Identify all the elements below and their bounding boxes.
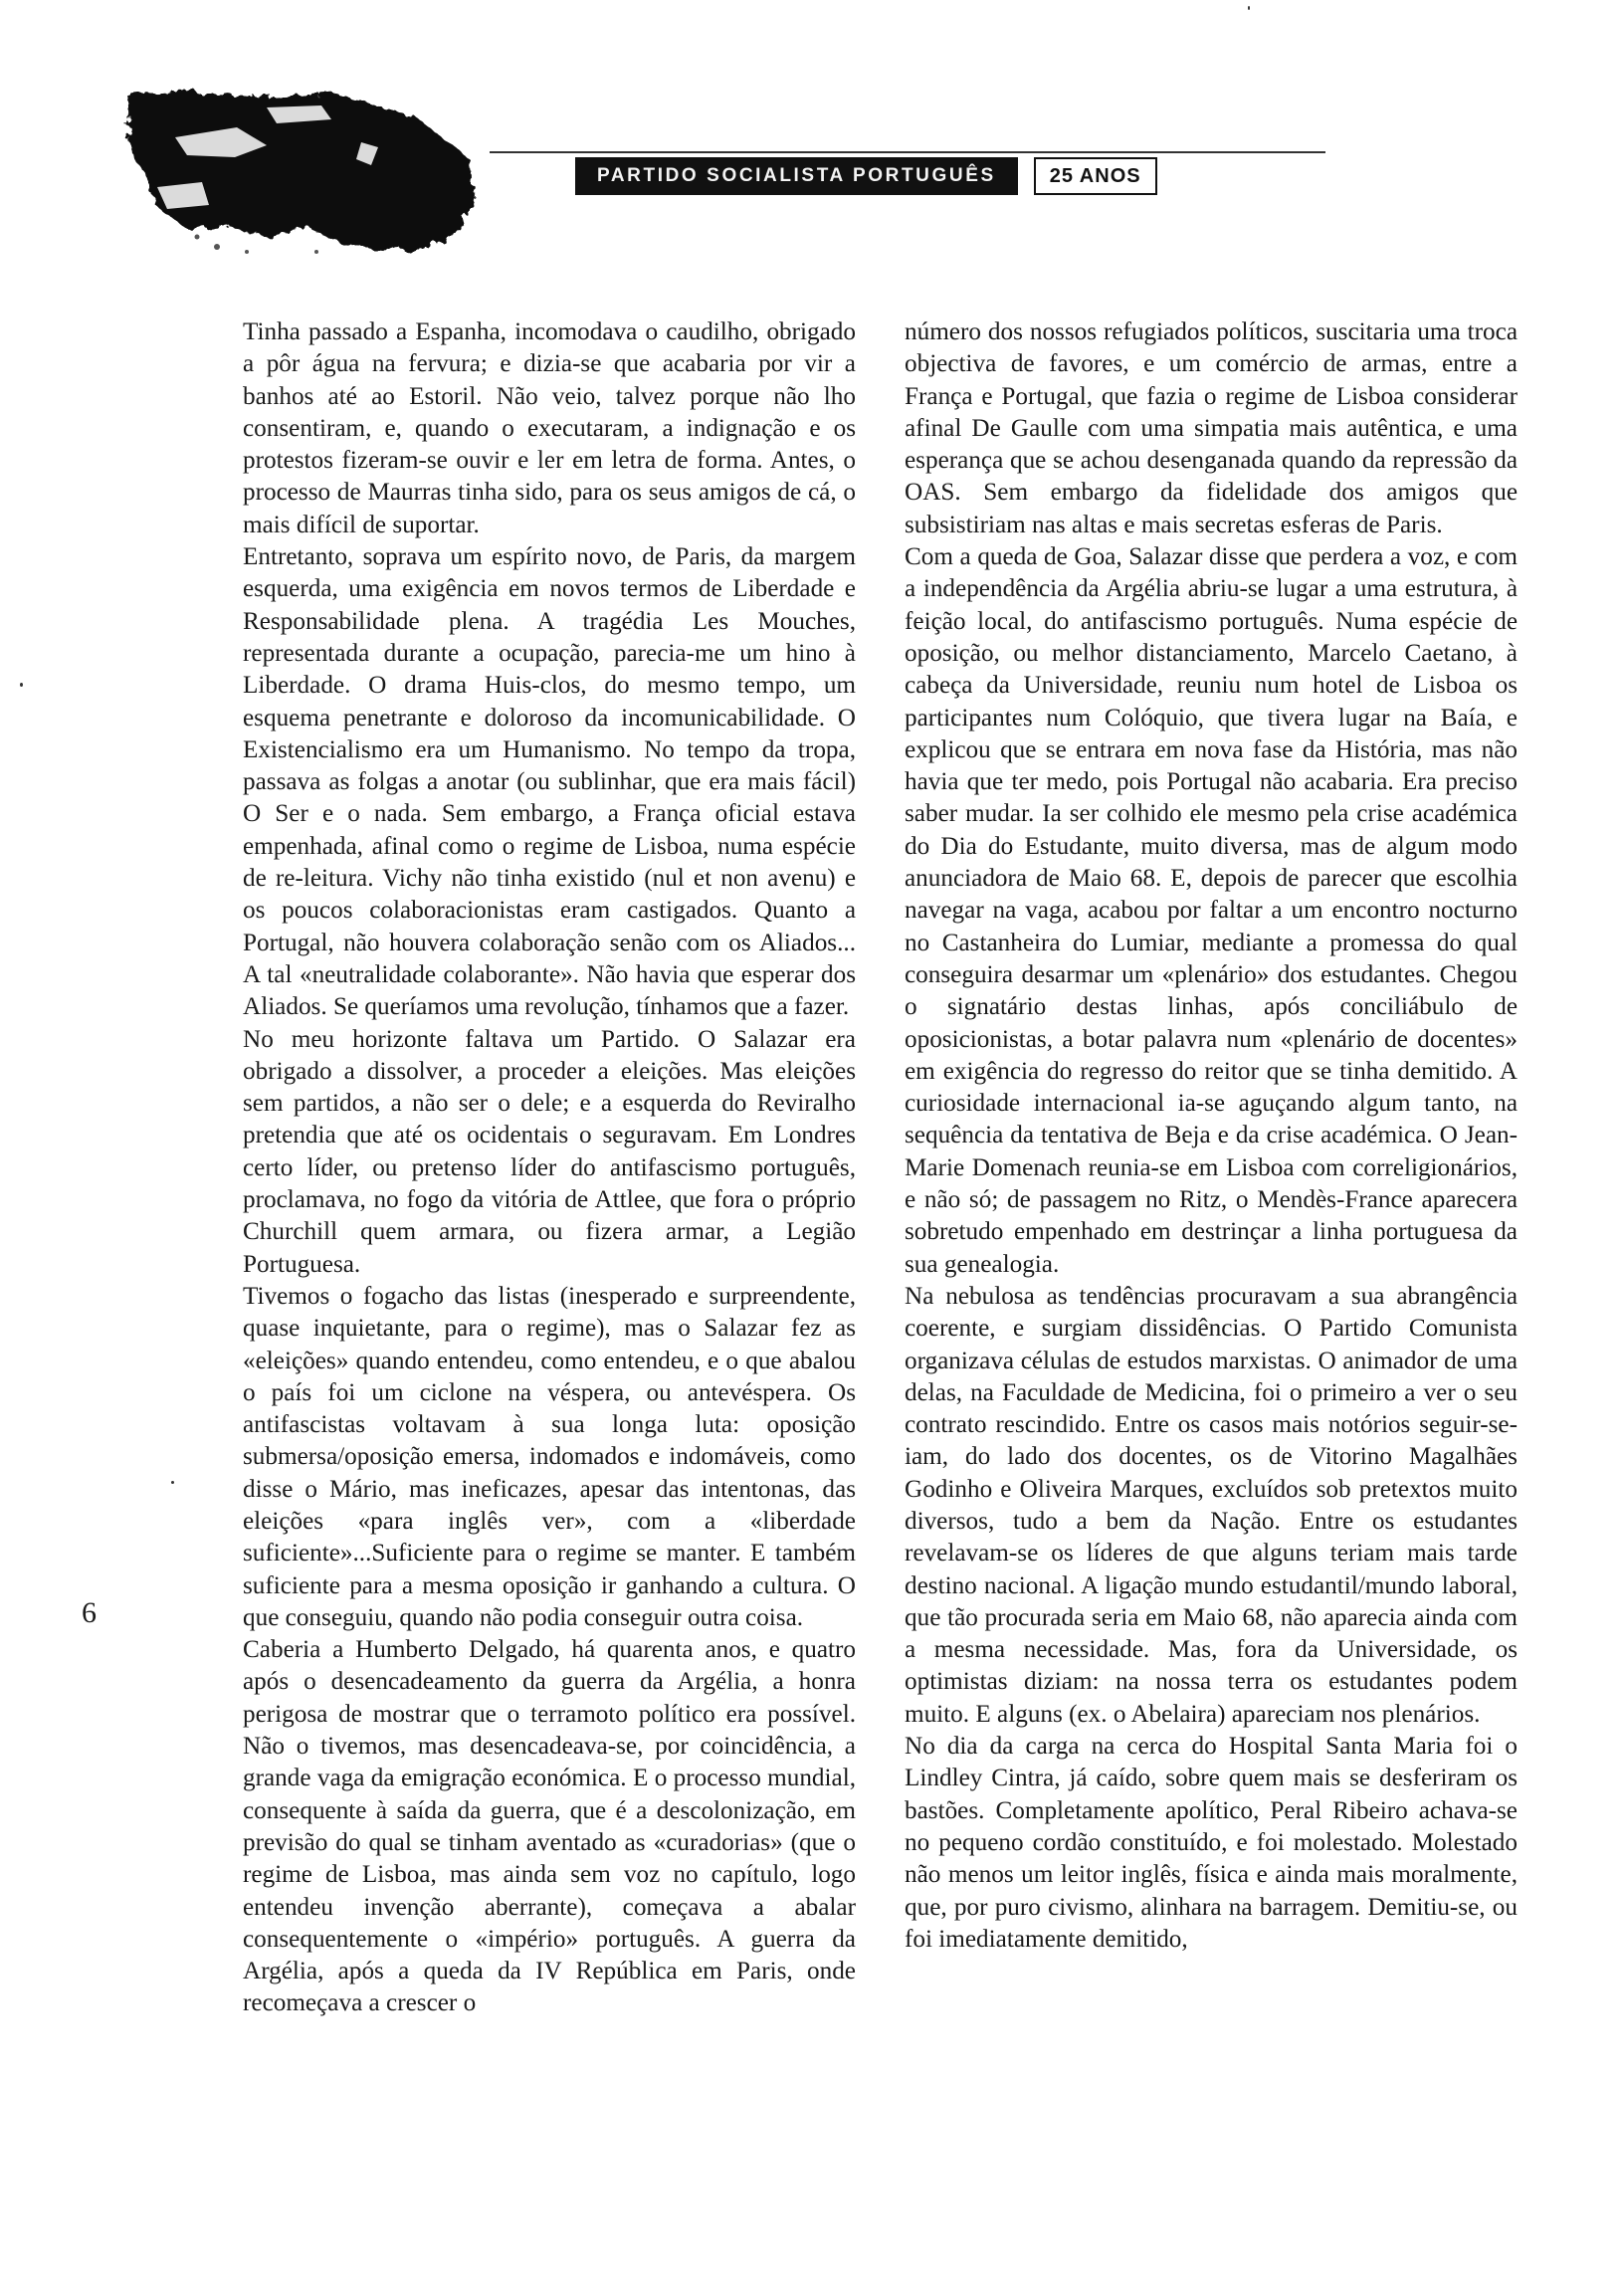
scan-speck [171, 1481, 174, 1484]
paragraph: Caberia a Humberto Delgado, há quarenta anos, e quatro após o desencadeamento da guerra da Argélia, a honra perigosa de mostrar que o terramoto político era possível. Não o tivemos, mas desencadeava-se, por coincidência, a grande vaga da emigração económica. E o processo mundial, consequente à saída da guerra, que é a descolonização, em previsão do qual se tinham aventado as «curadorias» (que o regime de Lisboa, mas ainda sem voz no capítulo, logo entendeu invenção aberrante), começava a abalar consequentemente o «império» português. A guerra da Argélia, após a queda da IV República em Paris, onde recomeçava a crescer o [243, 1636, 856, 2017]
header-title: PARTIDO SOCIALISTA PORTUGUÊS [575, 157, 1018, 195]
paragraph: No dia da carga na cerca do Hospital Santa Maria foi o Lindley Cintra, já caído, sobre quem mais se desferiram os bastões. Completamente apolítico, Peral Ribeiro achava-se no pequeno cordão constituído, e foi molestado. Molestado não menos um leitor inglês, física e ainda mais moralmente, que, por puro civismo, alinhara na barragem. Demitiu-se, ou foi imediatamente demitido, [905, 1733, 1518, 1953]
header-banner [575, 157, 1157, 195]
page-number: 6 [82, 1596, 97, 1629]
paragraph: Na nebulosa as tendências procuravam a sua abrangência coerente, e surgiam dissidências. O Partido Comunista organizava células de estudos marxistas. O animador de uma delas, na Faculdade de Medicina, foi o primeiro a ver o seu contrato rescindido. Entre os casos mais notórios seguir-se-iam, do lado dos docentes, os de Vitorino Magalhães Godinho e Oliveira Marques, excluídos sob pretextos muito diversos, tudo a bem da Nação. Entre os estudantes revelavam-se os líderes de que alguns teriam mais tarde destino nacional. A ligação mundo estudantil/mundo laboral, que tão procurada seria em Maio 68, não aparecia ainda com a mesma necessidade. Mas, fora da Universidade, os optimistas diziam: na nossa terra os estudantes podem muito. E alguns (ex. o Abelaira) apareciam nos plenários. [905, 1282, 1518, 1728]
paragraph: Tivemos o fogacho das listas (inesperado e surpreendente, quase inquietante, para o regime), mas o Salazar fez as «eleições» quando entendeu, como entendeu, e o que abalou o país foi um ciclone na véspera, ou antevéspera. Os antifascistas voltavam à sua longa luta: oposição submersa/oposição emersa, indomados e indomáveis, como disse o Mário, mas ineficazes, apesar das intentonas, das eleições «para inglês ver», com a «liberdade suficiente»...Suficiente para o regime se manter. E também suficiente para a mesma oposição ir ganhando a cultura. O que conseguiu, quando não podia conseguir outra coisa. [243, 1282, 856, 1631]
paragraph: Tinha passado a Espanha, incomodava o caudilho, obrigado a pôr água na fervura; e dizia-se que acabaria por vir a banhos até ao Estoril. Não veio, talvez porque não lho consentiram, e, quando o executaram, a indignação e os protestos fizeram-se ouvir e ler em letra de forma. Antes, o processo de Maurras tinha sido, para os seus amigos de cá, o mais difícil de suportar. [243, 318, 856, 538]
header-years-badge: 25 ANOS [1034, 157, 1157, 195]
scan-speck [20, 683, 23, 687]
text-column-right [905, 316, 1518, 2138]
paragraph: número dos nossos refugiados políticos, suscitaria uma troca objectiva de favores, e um comércio de armas, entre a França e Portugal, que fazia o regime de Lisboa considerar afinal De Gaulle com uma simpatia mais autêntica, e uma esperança que se achou desenganada quando da repressão da OAS. Sem embargo da fidelidade dos amigos que subsistiriam nas altas e mais secretas esferas de Paris. [905, 318, 1518, 538]
text-column-left [243, 316, 856, 2138]
header-gap [1018, 157, 1034, 195]
header-rule [490, 151, 1325, 153]
paragraph: Com a queda de Goa, Salazar disse que perdera a voz, e com a independência da Argélia abriu-se lugar a uma estrutura, à feição local, do antifascismo português. Numa espécie de oposição, ou melhor distanciamento, Marcelo Caetano, à cabeça da Universidade, reuniu num hotel de Lisboa os participantes num Colóquio, que tivera lugar na Baía, e explicou que se entrara em nova fase da História, mas não havia que ter medo, pois Portugal não acabaria. Era preciso saber mudar. Ia ser colhido ele mesmo pela crise académica do Dia do Estudante, muito diversa, mas de algum modo anunciadora de Maio 68. E, depois de parecer que escolhia navegar na vaga, acabou por faltar a um encontro nocturno no Castanheira do Lumiar, mediante a promessa do qual conseguira desarmar um «plenário» dos estudantes. Chegou o signatário destas linhas, após conciliábulo de oposicionistas, a botar palavra num «plenário de docentes» em exigência do regresso do reitor que se tinha demitido. A curiosidade internacional ia-se aguçando algum tanto, na sequência da tentativa de Beja e da crise académica. O Jean-Marie Domenach reunia-se em Lisboa com correligionários, e não só; de passagem no Ritz, o Mendès-France aparecera sobretudo empenhado em destrinçar a linha portuguesa da sua genealogia. [905, 543, 1518, 1278]
logo-blot-graphic [117, 88, 481, 257]
scan-speck [1248, 6, 1250, 10]
paragraph: Entretanto, soprava um espírito novo, de Paris, da margem esquerda, uma exigência em novos termos de Liberdade e Responsabilidade plena. A tragédia Les Mouches, representada durante a ocupação, parecia-me um hino à Liberdade. O drama Huis-clos, do mesmo tempo, um esquema penetrante e doloroso da incomunicabilidade. O Existencialismo era um Humanismo. No tempo da tropa, passava as folgas a anotar (ou sublinhar, que era mais fácil) O Ser e o nada. Sem embargo, a França oficial estava empenhada, afinal como o regime de Lisboa, numa espécie de re-leitura. Vichy não tinha existido (nul et non avenu) e os poucos colaboracionistas eram castigados. Quanto a Portugal, não houvera colaboração senão com os Aliados... A tal «neutralidade colaborante». Não havia que esperar dos Aliados. Se queríamos uma revolução, tínhamos que a fazer. [243, 543, 856, 1021]
paragraph: No meu horizonte faltava um Partido. O Salazar era obrigado a dissolver, a proceder a eleições. Mas eleições sem partidos, a não ser o dele; e a esquerda do Reviralho pretendia que até os ocidentais o seguravam. Em Londres certo líder, ou pretenso líder do antifascismo português, proclamava, no fogo da vitória de Attlee, que fora o próprio Churchill quem armara, ou fizera armar, a Legião Portuguesa. [243, 1025, 856, 1278]
